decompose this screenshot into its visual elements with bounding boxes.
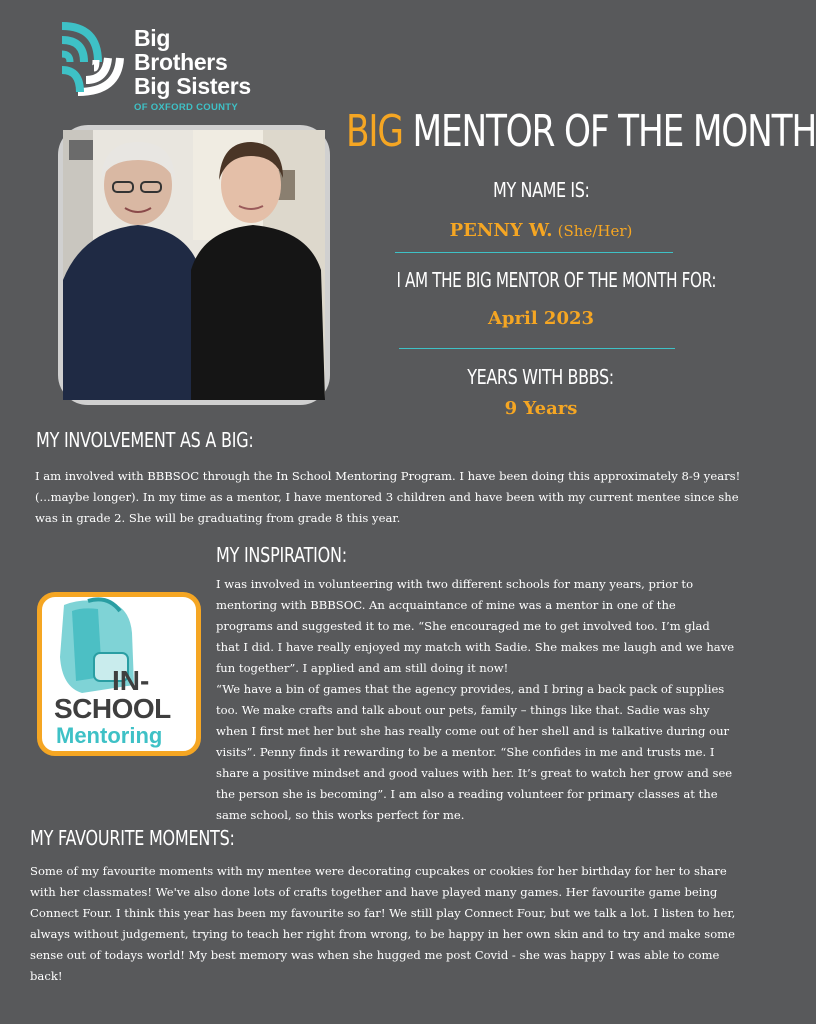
badge-line-1: IN- [112,665,150,696]
moments-heading: MY FAVOURITE MOMENTS: [30,826,235,850]
divider-1 [395,252,673,253]
logo-line-2: Big Sisters [134,73,251,99]
in-school-mentoring-badge [37,592,201,756]
years-row [346,398,736,419]
inspiration-para-2: “We have a bin of games that the agency provides, and I bring a back pack of supplies too. We make crafts and talk about our pets, family – things like that. Sadie was shy when I first met her but she has really come out of her shell and is talkative during our visits”. Penny finds it rewarding to be a mentor. “She confides in me and trusts me. I share a positive mindset and good values with her. It’s great to watch her grow and see the person she is becoming”. I am also a reading volunteer for primary classes at the same school, so this works perfect for me. [216,682,733,822]
month-label-row [346,268,736,292]
inspiration-heading: MY INSPIRATION: [216,543,347,567]
logo-subtitle: OF OXFORD COUNTY [134,102,239,113]
bbbs-logo-icon [58,22,126,96]
month-label: I AM THE BIG MENTOR OF THE MONTH FOR: [396,268,717,292]
mentor-pronouns: (She/Her) [557,222,633,240]
month-row [346,308,736,329]
title-big: BIG [346,106,403,157]
inspiration-body [216,574,736,826]
divider-2 [399,348,675,349]
mentor-name: PENNY W. [449,220,553,241]
mentor-photo [58,125,330,405]
badge-line-2: SCHOOL [54,693,171,724]
name-row [346,220,736,241]
logo-wordmark [134,26,258,113]
page-title [346,104,816,160]
years-label: YEARS WITH BBBS: [467,365,615,389]
involvement-heading: MY INVOLVEMENT AS A BIG: [36,428,254,452]
mentor-photo-illustration [63,130,325,400]
org-logo [58,22,258,113]
mentor-years: 9 Years [504,398,578,419]
name-label-row [346,178,736,202]
involvement-text: I am involved with BBBSOC through the In School Mentoring Program. I have been doing this approximately 8-9 years! (...maybe longer). In my time as a mentor, I have mentored 3 children and have been with my current mentee since she was in grade 2. She will be graduating from grade 8 this year. [35,469,741,525]
mentor-month: April 2023 [487,308,595,329]
inspiration-para-1: I was involved in volunteering with two different schools for many years, prior to mentoring with BBBSOC. An acquaintance of mine was a mentor in one of the programs and suggested it to me. “She encouraged me to get involved too. I’m glad that I did. I have really enjoyed my match with Sadie. She makes me laugh and we have fun together”. I applied and am still doing it now! [216,577,735,675]
moments-text: Some of my favourite moments with my mentee were decorating cupcakes or cookies for her birthday for her to share with her classmates! We've also done lots of crafts together and have played many games. Her favourite game being Connect Four. I think this year has been my favourite so far! We still play Connect Four, but we talk a lot. I listen to her, always without judgement, trying to teach her right from wrong, to be happy in her own skin and to try and make some sense out of todays world! My best memory was when she hugged me post Covid - she was happy I was able to come back! [30,864,736,983]
logo-line-1: Big Brothers [134,25,228,75]
years-label-row [346,365,736,389]
title-rest: MENTOR OF THE MONTH [412,106,816,157]
name-label: MY NAME IS: [492,178,590,202]
badge-line-3: Mentoring [56,723,163,748]
